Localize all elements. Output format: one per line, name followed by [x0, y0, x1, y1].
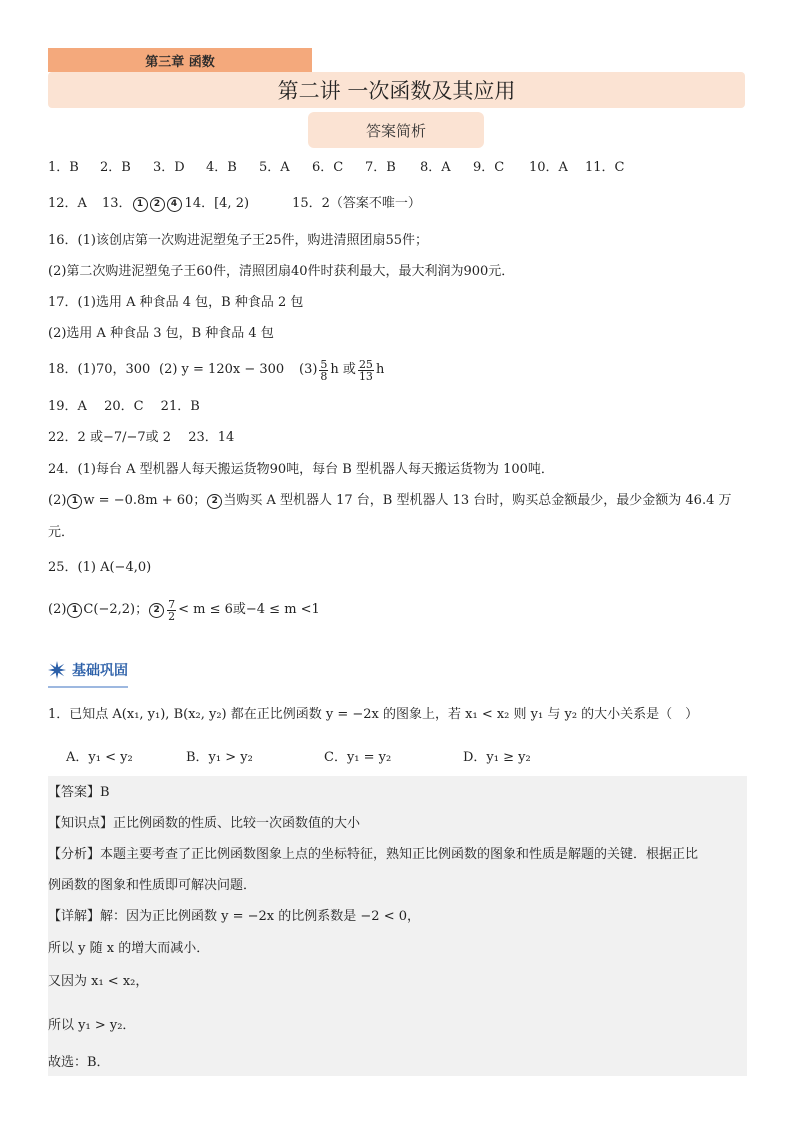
answer-summary-heading: 答案简析 [308, 112, 484, 148]
fraction [358, 359, 374, 382]
circled-number: 1 [133, 197, 148, 212]
answer-8: 8．A [420, 160, 451, 175]
option-b[interactable]: B．y₁ > y₂ [186, 750, 253, 765]
circled-number: 4 [167, 197, 182, 212]
answer-16-part2: (2)第二次购进泥塑兔子王60件，清照团扇40件时获利最大，最大利润为900元． [48, 264, 515, 279]
answer-6: 6．C [312, 160, 344, 175]
solution-knowledge: 【知识点】正比例函数的性质、比较一次函数值的大小 [48, 816, 361, 831]
answer-17-part2: (2)选用 A 种食品 3 包，B 种食品 4 包 [48, 326, 274, 341]
fraction-numerator: 5 [320, 357, 328, 371]
solution-detail-line3: 又因为 x₁ < x₂， [48, 974, 149, 989]
solution-choice: 故选：B． [48, 1055, 110, 1070]
answer-7: 7．B [365, 160, 396, 175]
answer-18-part2: (2) y = 120x − 300 [159, 362, 285, 377]
answers-19-21: 19．A 20．C 21．B [48, 399, 200, 414]
unit-text: h [375, 362, 385, 377]
answer-5: 5．A [259, 160, 290, 175]
answer-14-value: [4, 2) [214, 196, 250, 211]
question-1-stem: 1．已知点 A(x₁, y₁), B(x₂, y₂) 都在正比例函数 y = −2x 的图象上，若 x₁ < x₂ 则 y₁ 与 y₂ 的大小关系是（ ） [48, 707, 699, 722]
part-prefix: (2) [48, 602, 67, 617]
solution-analysis-line1: 【分析】本题主要考查了正比例函数图象上点的坐标特征，熟知正比例函数的图象和性质是解题的关键．根据正比 [48, 847, 699, 862]
answer-12: 12．A [48, 196, 87, 211]
unit-text: h 或 [330, 362, 356, 377]
answer-24-part3: 元． [48, 525, 75, 540]
solution-answer: 【答案】B [48, 785, 110, 800]
answer-16-part1: 16．(1)该创店第一次购进泥塑兔子王25件，购进清照团扇55件； [48, 233, 429, 248]
fraction-denominator: 8 [320, 369, 328, 383]
circled-number: 1 [67, 603, 82, 618]
answer-14-label: 14． [184, 196, 215, 211]
answer-4: 4．B [206, 160, 237, 175]
answers-row-1 [48, 159, 625, 177]
star-burst-icon [48, 661, 66, 679]
lecture-title: 第二讲 一次函数及其应用 [48, 72, 745, 108]
answer-25-part1: 25．(1) A(−4,0) [48, 560, 152, 575]
equation: w = −0.8m + 60； [83, 493, 207, 508]
circled-number: 2 [149, 603, 164, 618]
solution-detail-line2: 所以 y 随 x 的增大而减小． [48, 941, 210, 956]
fraction [319, 359, 328, 382]
answer-11: 11．C [585, 160, 625, 175]
answer-13-label: 13． [102, 196, 132, 211]
option-a[interactable]: A．y₁ < y₂ [66, 750, 133, 765]
point-text: C(−2,2)； [83, 602, 149, 617]
section-title-text: 基础巩固 [72, 663, 128, 679]
answer-24-part2 [48, 492, 731, 510]
fraction [167, 599, 176, 622]
answer-2: 2．B [100, 160, 131, 175]
answer-3: 3．D [153, 160, 185, 175]
part-prefix: (2) [48, 493, 67, 508]
circled-number: 1 [67, 494, 82, 509]
answer-18-part1: 18．(1)70，300 [48, 362, 151, 377]
answers-22-23: 22．2 或−7/−7或 2 23．14 [48, 430, 235, 445]
solution-detail-line4: 所以 y₁ > y₂． [48, 1018, 136, 1033]
option-d[interactable]: D．y₁ ≥ y₂ [463, 750, 531, 765]
fraction-numerator: 25 [358, 357, 373, 371]
fraction-denominator: 2 [168, 609, 176, 623]
fraction-denominator: 13 [358, 369, 373, 383]
answer-15: 15．2（答案不唯一） [292, 196, 421, 211]
answer-17-part1: 17．(1)选用 A 种食品 4 包，B 种食品 2 包 [48, 295, 304, 310]
answer-18-part3-label: (3) [299, 362, 318, 377]
answers-row-2 [48, 195, 421, 213]
circled-number: 2 [207, 494, 222, 509]
fraction-numerator: 7 [168, 597, 176, 611]
solution-detail-line1: 【详解】解：因为正比例函数 y = −2x 的比例系数是 −2 < 0， [48, 909, 420, 924]
answer-10: 10．A [529, 160, 568, 175]
answer-25-part2 [48, 593, 320, 627]
section-header [48, 656, 128, 688]
solution-analysis-line2: 例函数的图象和性质即可解决问题． [48, 878, 257, 893]
answer-24-part1: 24．(1)每台 A 型机器人每天搬运货物90吨，每台 B 型机器人每天搬运货物为 100吨． [48, 462, 554, 477]
option-c[interactable]: C．y₁ = y₂ [324, 750, 392, 765]
answer-18 [48, 354, 384, 386]
answer-9: 9．C [473, 160, 505, 175]
circled-number: 2 [150, 197, 165, 212]
answer-text: 当购买 A 型机器人 17 台，B 型机器人 13 台时，购买总金额最少，最少金额为 46.4 万 [223, 493, 732, 508]
answer-1: 1．B [48, 160, 79, 175]
chapter-tab: 第三章 函数 [48, 48, 312, 72]
inequality-text: < m ≤ 6或−4 ≤ m <1 [178, 602, 320, 617]
